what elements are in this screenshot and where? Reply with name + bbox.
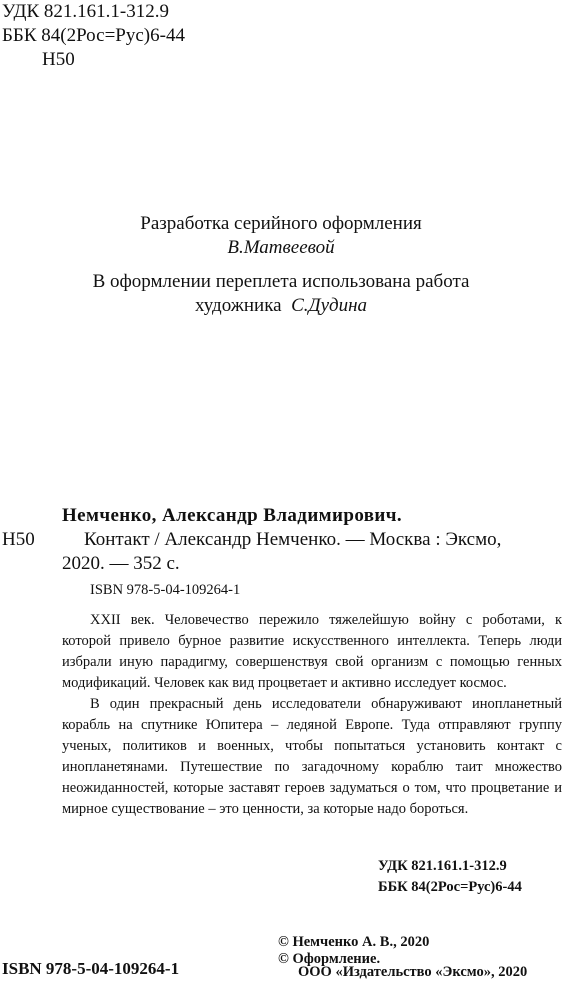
cover-art-name: С.Дудина [291,295,368,316]
cover-art-credit [0,294,562,318]
bib-imprint-line: 2020. — 352 с. [62,553,180,574]
header-bbk: ББК 84(2Рос=Рус)6-44 [2,25,185,46]
series-design-label: Разработка серийного оформления [140,213,422,234]
header-author-mark: Н50 [42,49,75,70]
bib-title-line: Контакт / Александр Немченко. — Москва : Эксмо, [84,529,502,550]
abstract-paragraph-2: В один прекрасный день исследователи обнаруживают инопланетный корабль на спутнике Юпитера – ледяной Европе. Туда отправляют группу ученых, политиков и военных, чтобы попытаться установить контакт с инопланетянами. Путешествие по загадочному кораблю таит множество неожиданностей, которые заставят героев задуматься о том, что процветание и мирное существование – это ценности, за которые надо бороться. [62,696,562,817]
abstract-paragraph-1: XXII век. Человечество пережило тяжелейшую войну с роботами, к которой привело бурное развитие искусственного интеллекта. Теперь люди избрали иную парадигму, совершенствуя свой организм с помощью генных модификаций. Человек как вид процветает и активно исследует космос. [62,612,562,691]
author-heading: Немченко, Александр Владимирович. [62,505,403,526]
copyright-design: © Оформление. [278,951,381,967]
header-udk: УДК 821.161.1-312.9 [2,1,169,22]
cover-art-label: В оформлении переплета использована работа [92,271,470,292]
series-design-name: В.Матвеевой [227,237,335,258]
bib-isbn: ISBN 978-5-04-109264-1 [90,582,241,598]
classification-bbk: ББК 84(2Рос=Рус)6-44 [378,879,522,895]
cover-art-prefix: художника [194,295,282,316]
footer-isbn: ISBN 978-5-04-109264-1 [2,959,180,978]
copyright-author: © Немченко А. В., 2020 [278,934,430,950]
classification-udk: УДК 821.161.1-312.9 [378,858,507,874]
bib-author-mark: Н50 [2,529,35,550]
abstract [62,610,562,820]
copyright-publisher: ООО «Издательство «Эксмо», 2020 [298,964,528,980]
